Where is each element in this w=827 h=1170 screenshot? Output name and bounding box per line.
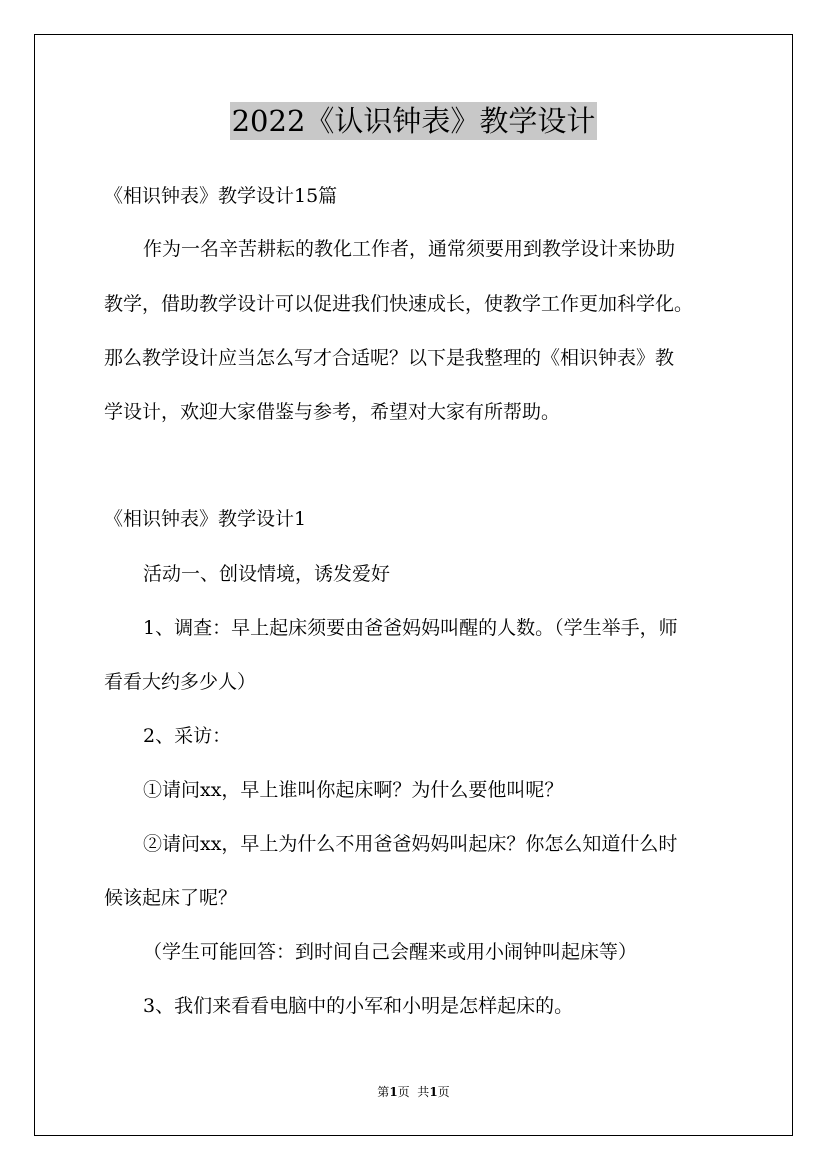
footer-page-number: 1 [389, 1085, 398, 1099]
footer-page-prefix: 第 [377, 1085, 390, 1099]
paragraph-line: ①请问xx，早上谁叫你起床啊？为什么要他叫呢？ [143, 779, 564, 801]
paragraph-line: ②请问xx，早上为什么不用爸爸妈妈叫起床？你怎么知道什么时 [143, 833, 678, 855]
paragraph-line: 那么教学设计应当怎么写才合适呢？以下是我整理的《相识钟表》教 [104, 347, 675, 369]
paragraph-line: 活动一、创设情境，诱发爱好 [143, 563, 391, 585]
paragraph-line: 3、我们来看看电脑中的小军和小明是怎样起床的。 [143, 995, 574, 1017]
page-footer [0, 1084, 827, 1100]
paragraph-line: 1、调查：早上起床须要由爸爸妈妈叫醒的人数。（学生举手，师 [143, 617, 678, 639]
section-heading: 《相识钟表》教学设计1 [104, 508, 307, 530]
paragraph-line: 学设计，欢迎大家借鉴与参考，希望对大家有所帮助。 [104, 401, 561, 423]
document-title: 2022《认识钟表》教学设计 [231, 104, 596, 138]
subtitle-line: 《相识钟表》教学设计15篇 [104, 185, 338, 207]
title-container [0, 102, 827, 140]
footer-page-mid: 页 共 [397, 1085, 430, 1099]
paragraph-line: （学生可能回答：到时间自己会醒来或用小闹钟叫起床等） [143, 941, 638, 963]
paragraph-line: 候该起床了呢？ [104, 887, 238, 909]
paragraph-line: 看看大约多少人） [104, 671, 257, 693]
footer-page-suffix: 页 [437, 1085, 450, 1099]
paragraph-line: 教学，借助教学设计可以促进我们快速成长，使教学工作更加科学化。 [104, 293, 694, 315]
paragraph-line: 作为一名辛苦耕耘的教化工作者，通常须要用到教学设计来协助 [143, 238, 676, 260]
footer-total-pages: 1 [429, 1085, 438, 1099]
paragraph-line: 2、采访： [143, 725, 232, 747]
